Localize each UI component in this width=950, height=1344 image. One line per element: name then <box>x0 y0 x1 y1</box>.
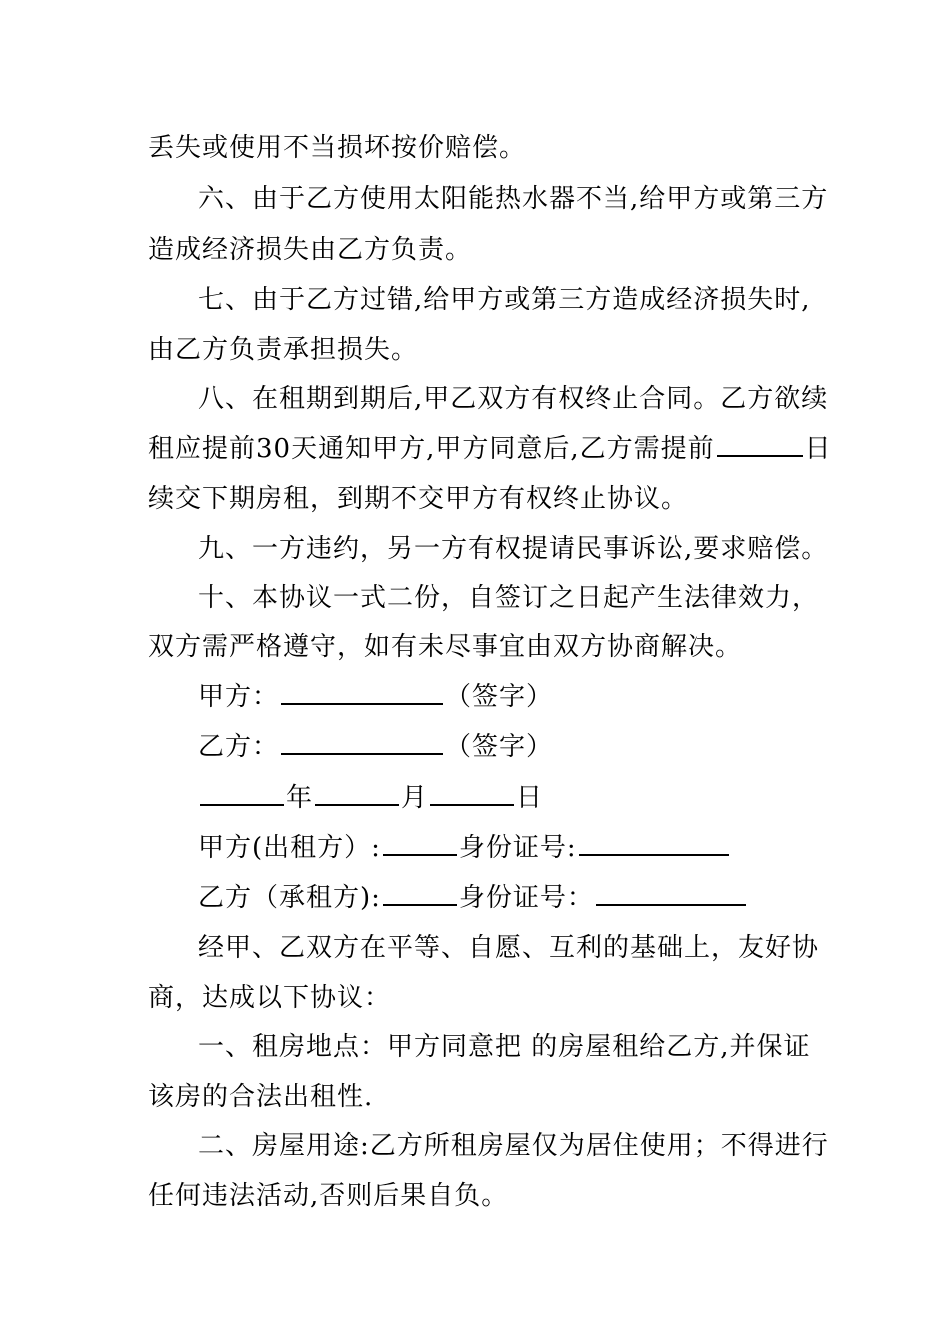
text-segment: 日 <box>804 434 832 464</box>
day-label: 日 <box>516 783 544 813</box>
year-blank <box>200 782 284 806</box>
fill-in-blank <box>717 433 803 457</box>
day-blank <box>430 782 514 806</box>
text-line: 商，达成以下协议： <box>148 983 392 1013</box>
text-line: 十、本协议一式二份，自签订之日起产生法律效力， <box>198 583 820 613</box>
month-label: 月 <box>401 783 429 813</box>
text-line: 七、由于乙方过错,给甲方或第三方造成经济损失时, <box>198 285 811 315</box>
party-a-label: 甲方： <box>198 682 280 712</box>
lessee-id-label: 身份证号： <box>458 883 594 913</box>
party-b-signature-line <box>198 731 553 763</box>
signature-note: （签字） <box>445 682 554 712</box>
lessor-id-blank <box>579 832 729 856</box>
party-b-label: 乙方： <box>198 732 280 762</box>
lessor-id-line <box>198 832 731 864</box>
text-line: 双方需严格遵守，如有未尽事宜由双方协商解决。 <box>148 632 743 662</box>
text-line: 丢失或使用不当损坏按价赔偿。 <box>148 133 527 163</box>
text-line: 八、在租期到期后,甲乙双方有权终止合同。乙方欲续 <box>198 384 829 414</box>
text-line: 六、由于乙方使用太阳能热水器不当,给甲方或第三方 <box>198 184 829 214</box>
month-blank <box>315 782 399 806</box>
text-segment: 租应提前30天通知甲方,甲方同意后,乙方需提前 <box>148 434 715 464</box>
party-a-signature-line <box>198 681 553 713</box>
text-line-with-blank <box>148 433 832 465</box>
text-line: 任何违法活动,否则后果自负。 <box>148 1181 509 1211</box>
text-line: 造成经济损失由乙方负责。 <box>148 235 473 265</box>
signature-note: （签字） <box>445 732 554 762</box>
lessor-label: 甲方(出租方）: <box>198 833 381 863</box>
lessor-id-label: 身份证号: <box>458 833 577 863</box>
lessee-name-blank <box>383 882 457 906</box>
text-line: 续交下期房租，到期不交甲方有权终止协议。 <box>148 484 689 514</box>
text-line: 二、房屋用途:乙方所租房屋仅为居住使用；不得进行 <box>198 1131 829 1161</box>
party-b-signature-blank <box>281 731 443 755</box>
lessee-id-line <box>198 882 748 914</box>
lessee-id-blank <box>596 882 746 906</box>
text-line: 一、租房地点：甲方同意把 的房屋租给乙方,并保证 <box>198 1032 811 1062</box>
lessor-name-blank <box>383 832 457 856</box>
text-line: 九、一方违约，另一方有权提请民事诉讼,要求赔偿。 <box>198 534 829 564</box>
year-label: 年 <box>286 783 314 813</box>
party-a-signature-blank <box>281 681 443 705</box>
lessee-label: 乙方（承租方): <box>198 883 381 913</box>
text-line: 由乙方负责承担损失。 <box>148 335 419 365</box>
text-line: 该房的合法出租性. <box>148 1082 374 1112</box>
text-line: 经甲、乙双方在平等、自愿、互利的基础上，友好协 <box>198 933 820 963</box>
date-line <box>198 782 543 814</box>
